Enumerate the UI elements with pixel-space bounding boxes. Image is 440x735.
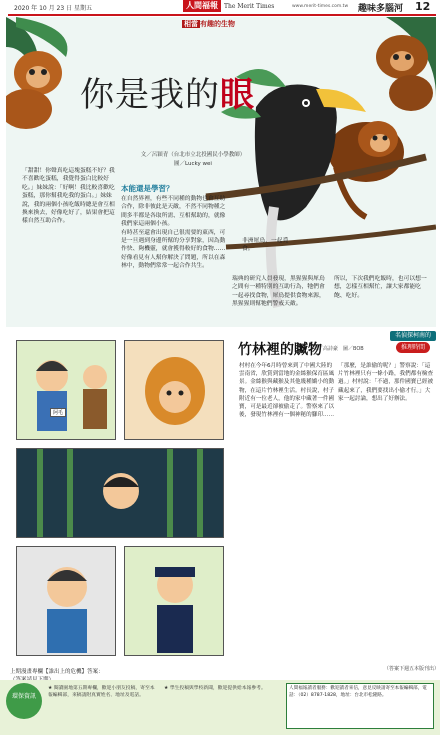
puzzle-column-1: 村村在今年6月時曾來到了中國大陸的雲南省，欣賞到當地的金絲猴保育區風景。金絲猴與藏猴及其他幾種嬌小的動物，在這片竹林裡生活。村長說，村子附近有一位老人，他的家中藏著一件國寶，可是最近卻被偷走了。警察來了以後，發現竹林裡有一個神秘的腳印…… <box>239 363 335 419</box>
section-title: 趣味多腦河 <box>358 4 404 14</box>
lead-paragraph: 「甜甜！你聲真吃這塊蛋糕不好？我不喜歡吃蛋糕，我覺得蛋白比較好吃。」妹妹說：「好啊！我比較喜歡吃蛋糕，那你幫我吃我的蛋白。」妹妹說，我的兩個小孩吃飯時總是會互相換來換去，好像吃好了，結果會把這樣自然互助合作。 <box>22 168 115 225</box>
comic-panel-4 <box>16 546 116 656</box>
comic-strip <box>6 330 234 670</box>
comic-panel-1 <box>16 340 116 440</box>
speech-label-amao: 阿毛 <box>50 408 66 417</box>
article-byline: 文／呂穎青（台北市立北投國民小學教師） 圖／Lucky wei <box>140 152 246 167</box>
section-subhead: 本能還是學習？ <box>121 184 174 193</box>
issue-date: 2020 年 10 月 23 日 星期五 <box>14 5 92 12</box>
site-url: www.merit-times.com.tw <box>292 4 349 9</box>
body-column-3: 瑞典的研究人員發現，黑猩猩與犀鳥之間有一種特別的互助行為，牠們會一起尋找食物，犀鳥提供食物來源，黑猩猩則幫牠們警戒天敵。 <box>232 276 325 308</box>
puzzle-title: 竹林裡的贓物 <box>238 342 322 358</box>
article-title: 你是我的眼 <box>80 75 255 115</box>
figure-caption: 非洲犀鳥，一起覓食。 <box>242 238 289 253</box>
footer-column-2: ★ 學生投稿與學校新聞，歡迎提供給本報參考。 <box>164 686 266 691</box>
page-header <box>0 0 440 14</box>
comic-panel-2 <box>124 340 224 440</box>
footer-column-1: ★ 閱讀園地第五期專欄，歡迎小朋友投稿，寄至本報編輯部，來稿請附真實姓名、地址及電話。 <box>48 686 155 699</box>
puzzle-byline: 文／高詩豪 圖／BOB <box>313 346 364 352</box>
comic-caption: 上期漫畫專欄【誰出上的危機】答案： <box>10 669 104 675</box>
footer-badge: 環保資訊 <box>6 683 42 719</box>
detective-badge: 名偵探柯南的 推理時間 <box>390 323 436 363</box>
brand-name-cn: 人間福報 <box>183 0 221 12</box>
masthead <box>183 0 274 12</box>
page-number: 12 <box>415 0 431 13</box>
puzzle-column-2: 「那麼，是誰偷的呢？」警察說：「這片竹林裡只有一條小路，我們都有檢查過。」村村說：「不過，那件國寶已經被藏起來了，我們要找出小偷才行。」大家一起討論，想出了好辦法。 <box>338 363 434 402</box>
brand-name-en: The Merit Times <box>224 2 275 10</box>
footer-info-box: 人間福報讀者服務：歡迎讀者來信，意見反映請寄至本報編輯部，電話：（02）8787-1828，地址：台北市松隆路。 <box>286 683 434 729</box>
comic-panel-3 <box>16 448 224 538</box>
body-column-2: 在自然界裡，有些不同種的動物也會互助合作，除非彼此是天敵，不然不同物種之間多半都是各取所需、互相幫助的，就像我們家這兩個小孩。 有時甚至還會出現自己很需要的東西，可是一旦遇到身邊所幫的分享對象，因為動作快、夠機靈，就會獲得較好的食物……好像看見有人幫你解決了問題，所以在森林中，動物們常常一起合作共生。 <box>121 196 226 270</box>
answer-note: （答案下週五本版刊出） <box>384 666 440 672</box>
header-rule <box>8 14 436 16</box>
comic-panel-5 <box>124 546 224 656</box>
monkey-top-left <box>6 51 62 129</box>
article-you-are-my-eye <box>6 17 436 327</box>
body-column-4: 所以，下次我們吃飯時，也可以想一想，怎樣互相幫忙，讓大家都能吃飽、吃好。 <box>334 276 427 299</box>
series-tag: 相當 有趣的生物 <box>184 20 235 28</box>
